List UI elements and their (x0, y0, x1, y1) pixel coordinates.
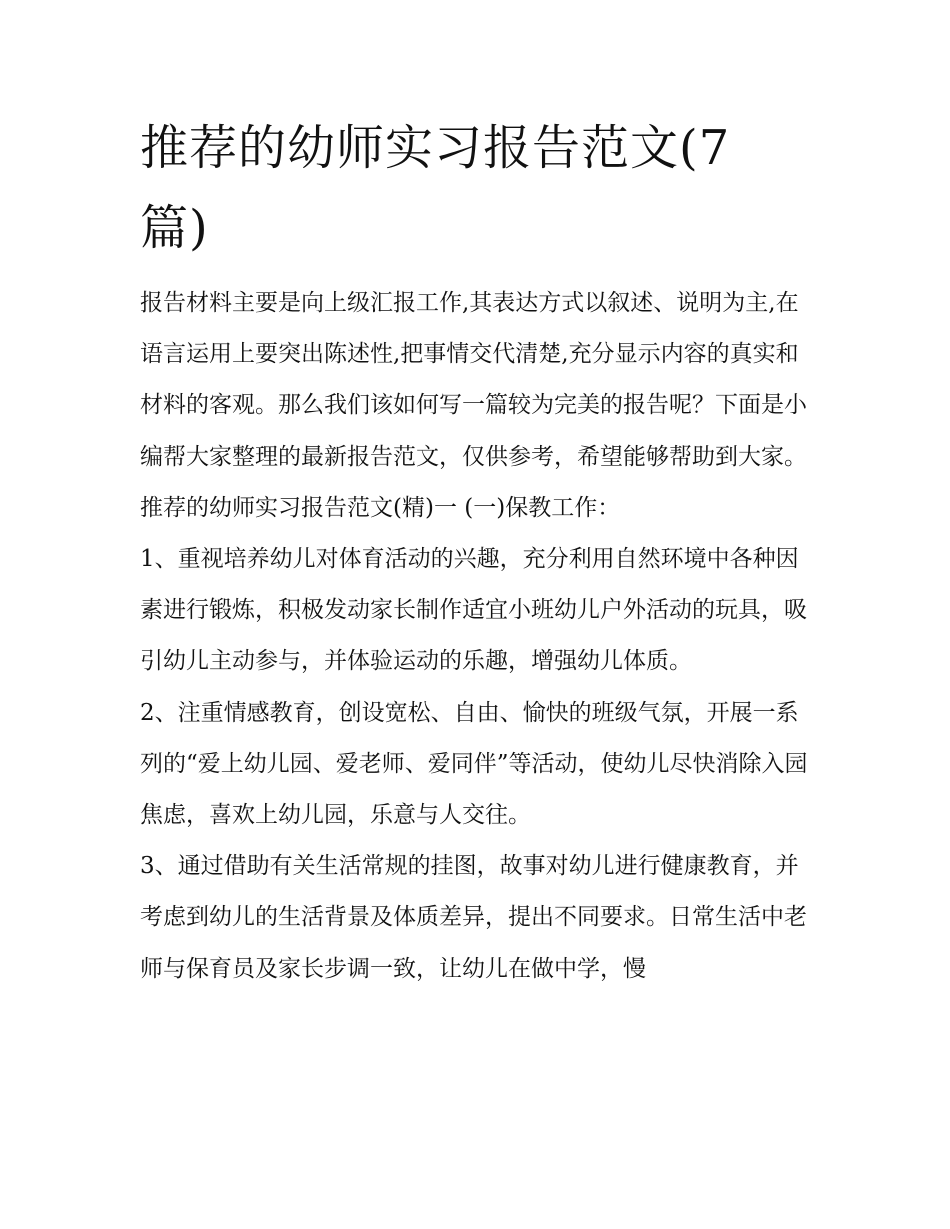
document-title: 推荐的幼师实习报告范文(7篇) (140, 120, 731, 256)
section-heading-paragraph: 推荐的幼师实习报告范文(精)一 (一)保教工作： (140, 494, 621, 521)
document-body (140, 278, 820, 995)
list-item-paragraph-2: 2、注重情感教育，创设宽松、自由、愉快的班级气氛，开展一系列的“爱上幼儿园、爱老师、爱同伴”等活动，使幼儿尽快消除入园焦虑，喜欢上幼儿园，乐意与人交往。 (140, 699, 808, 829)
list-item-paragraph-1: 1、重视培养幼儿对体育活动的兴趣，充分利用自然环境中各种因素进行锻炼，积极发动家长制作适宜小班幼儿户外活动的玩具，吸引幼儿主动参与，并体验运动的乐趣，增强幼儿体质。 (140, 546, 807, 675)
list-item-paragraph-3: 3、通过借助有关生活常规的挂图，故事对幼儿进行健康教育，并考虑到幼儿的生活背景及体质差异，提出不同要求。日常生活中老师与保育员及家长步调一致，让幼儿在做中学，慢 (140, 853, 807, 982)
intro-paragraph: 报告材料主要是向上级汇报工作,其表达方式以叙述、说明为主,在语言运用上要突出陈述性,把事情交代清楚,充分显示内容的真实和材料的客观。那么我们该如何写一篇较为完美的报告呢？下面是小编帮大家整理的最新报告范文，仅供参考，希望能够帮助到大家。 (140, 290, 807, 470)
